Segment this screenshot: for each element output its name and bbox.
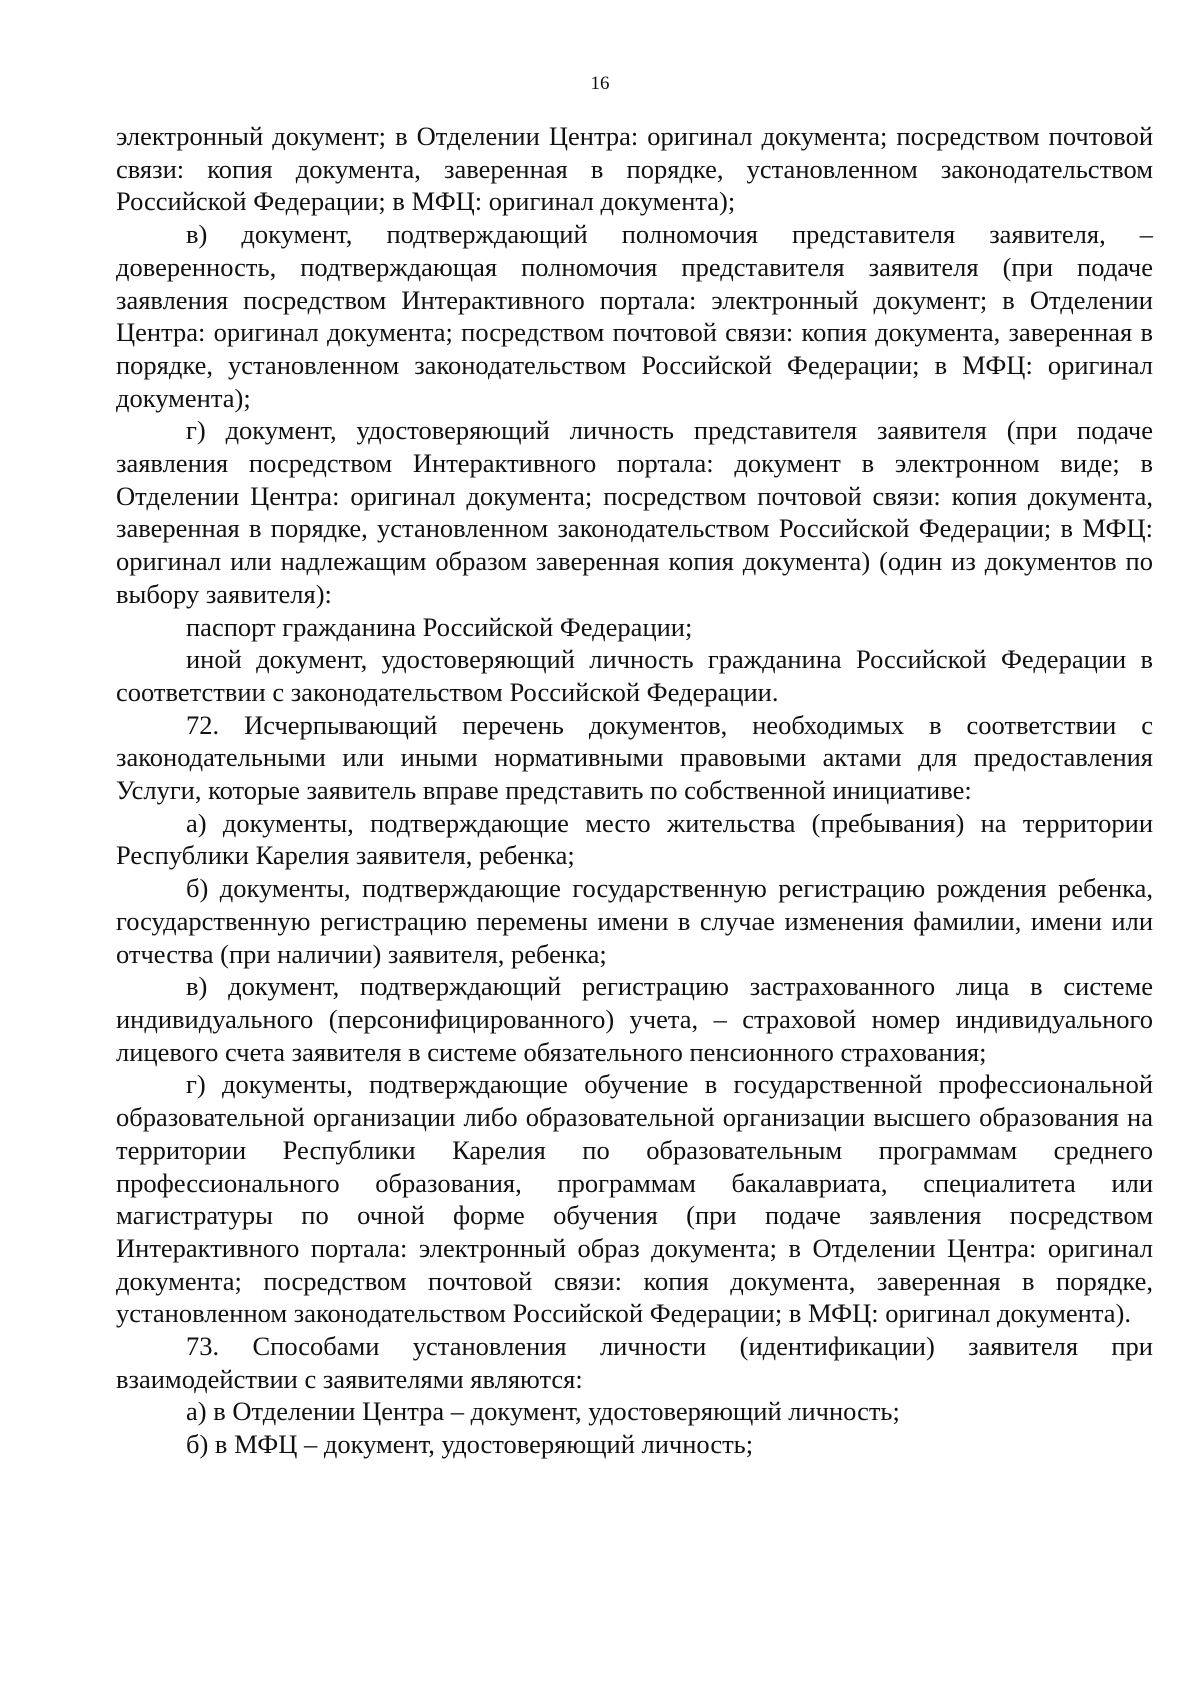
document-body — [116, 120, 1153, 1461]
paragraph: 72. Исчерпывающий перечень документов, необходимых в соответствии с законодательными или иными нормативными правовыми актами для предоставления Услуги, которые заявитель вправе представить по собственной инициативе: — [116, 709, 1153, 806]
paragraph: г) документы, подтверждающие обучение в государственной профессиональной образовательной организации либо образовательной организации высшего образования на территории Республики Карелия по образовательным программам среднего профессионального образования, программам бакалавриата, специалитета или магистратуры по очной форме обучения (при подаче заявления посредством Интерактивного портала: электронный образ документа; в Отделении Центра: оригинал документа; посредством почтовой связи: копия документа, заверенная в порядке, установленном законодательством Российской Федерации; в МФЦ: оригинал документа). — [116, 1069, 1153, 1329]
paragraph: г) документ, удостоверяющий личность представителя заявителя (при подаче заявления посредством Интерактивного портала: документ в электронном виде; в Отделении Центра: оригинал документа; посредством почтовой связи: копия документа, заверенная в порядке, установленном законодательством Российской Федерации; в МФЦ: оригинал или надлежащим образом заверенная копия документа) (один из документов по выбору заявителя): — [116, 415, 1153, 609]
paragraph: б) документы, подтверждающие государственную регистрацию рождения ребенка, государственную регистрацию перемены имени в случае изменения фамилии, имени или отчества (при наличии) заявителя, ребенка; — [116, 873, 1153, 969]
paragraph: б) в МФЦ – документ, удостоверяющий личность; — [186, 1429, 754, 1460]
paragraph: в) документ, подтверждающий регистрацию застрахованного лица в системе индивидуального (персонифицированного) учета, – страховой номер индивидуального лицевого счета заявителя в системе обязательного пенсионного страхования; — [116, 971, 1153, 1067]
paragraph: иной документ, удостоверяющий личность гражданина Российской Федерации в соответствии с законодательством Российской Федерации. — [116, 644, 1153, 707]
paragraph: а) в Отделении Центра – документ, удостоверяющий личность; — [186, 1396, 900, 1427]
paragraph: 73. Способами установления личности (идентификации) заявителя при взаимодействии с заявителями являются: — [116, 1331, 1153, 1394]
paragraph: электронный документ; в Отделении Центра: оригинал документа; посредством почтовой связи: копия документа, заверенная в порядке, установленном законодательством Российской Федерации; в МФЦ: оригинал документа); — [116, 121, 1153, 217]
paragraph: в) документ, подтверждающий полномочия представителя заявителя, – доверенность, подтверждающая полномочия представителя заявителя (при подаче заявления посредством Интерактивного портала: электронный документ; в Отделении Центра: оригинал документа; посредством почтовой связи: копия документа, заверенная в порядке, установленном законодательством Российской Федерации; в МФЦ: оригинал документа); — [116, 219, 1153, 413]
page-number: 16 — [590, 73, 610, 94]
paragraph: паспорт гражданина Российской Федерации; — [186, 611, 693, 642]
paragraph: а) документы, подтверждающие место жительства (пребывания) на территории Республики Карелия заявителя, ребенка; — [116, 807, 1153, 871]
